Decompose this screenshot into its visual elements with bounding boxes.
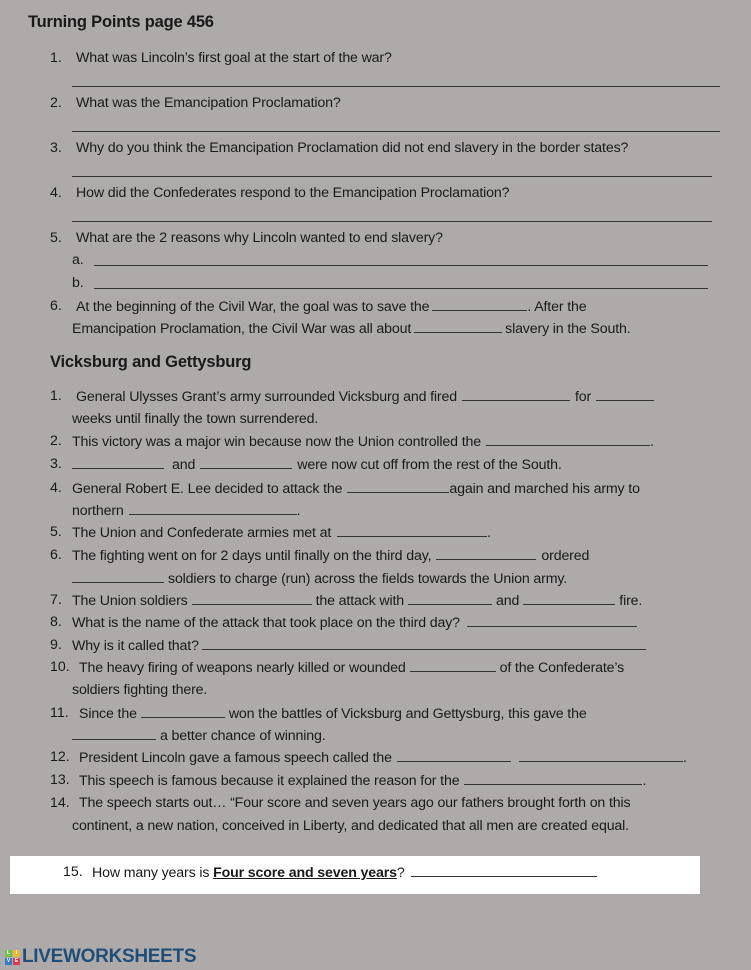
answer-line[interactable] [72, 176, 712, 177]
question-text-line2: weeks until finally the town surrendered. [72, 411, 319, 427]
text: won the battles of Vicksburg and Gettysburg, this gave the [228, 706, 587, 722]
blank[interactable] [408, 592, 492, 605]
question-text-line1 [79, 659, 624, 676]
text: were now cut off from the rest of the South. [297, 457, 562, 473]
question-text [72, 592, 642, 609]
text: slavery in the South. [505, 321, 631, 337]
blank[interactable] [462, 388, 570, 401]
text: At the beginning of the Civil War, the goal was to save the [76, 299, 430, 315]
text: northern [72, 503, 124, 519]
question-number: 4. [50, 185, 62, 201]
question-text-line2 [72, 570, 567, 587]
blank[interactable] [141, 705, 225, 718]
blank[interactable] [337, 524, 487, 537]
question-number: 6. [50, 547, 62, 563]
text: and [172, 457, 196, 473]
question-number: 12. [50, 749, 70, 765]
logo-squares-icon: L I V E [6, 949, 19, 964]
question-text [72, 524, 491, 541]
question-number: 13. [50, 772, 70, 788]
question-text-line1 [72, 547, 589, 564]
question-number: 3. [50, 456, 62, 472]
blank[interactable] [464, 772, 642, 785]
question-number: 5. [50, 524, 62, 540]
emphasis-text: Four score and seven years [213, 865, 397, 881]
text: Emancipation Proclamation, the Civil War was all about [72, 321, 412, 337]
text: . [296, 503, 301, 519]
question-number: 4. [50, 480, 62, 496]
question-text [72, 433, 654, 450]
question-text-line1 [79, 705, 587, 722]
text: fire. [619, 593, 643, 609]
blank[interactable] [192, 592, 312, 605]
question-number: 5. [50, 230, 62, 246]
question-text: Why do you think the Emancipation Proclamation did not end slavery in the border states? [76, 140, 629, 156]
section-title-vicksburg-gettysburg: Vicksburg and Gettysburg [50, 353, 252, 371]
text: . [487, 525, 491, 541]
blank[interactable] [72, 570, 164, 583]
text: The heavy firing of weapons nearly killed or wounded [79, 660, 406, 676]
question-number: 2. [50, 433, 62, 449]
text: What is the name of the attack that took place on the third day? [72, 615, 460, 631]
liveworksheets-logo[interactable] [5, 947, 196, 967]
question-number: 9. [50, 637, 62, 653]
blank[interactable] [72, 727, 156, 740]
question-text-line1 [76, 298, 586, 315]
blank[interactable] [129, 502, 297, 515]
question-number: 1. [50, 50, 62, 66]
text: . [682, 750, 687, 766]
blank[interactable] [414, 320, 502, 333]
question-text [92, 864, 597, 881]
question-number: 6. [50, 298, 62, 314]
blank[interactable] [72, 456, 164, 469]
text: . [649, 434, 654, 450]
question-text-line2: soldiers fighting there. [72, 682, 208, 698]
section-title-turning-points: Turning Points page 456 [28, 13, 214, 31]
question-text: How did the Confederates respond to the Emancipation Proclamation? [76, 185, 510, 201]
question-number: 7. [50, 592, 62, 608]
blank[interactable] [347, 480, 449, 493]
text: again and marched his army to [449, 481, 640, 497]
text: for [574, 389, 592, 405]
question-number: 11. [50, 705, 69, 721]
sub-label-b: b. [72, 275, 84, 291]
text: the attack with [315, 593, 405, 609]
logo-text: LIVEWORKSHEETS [22, 946, 197, 967]
answer-line-b[interactable] [94, 288, 708, 289]
question-text [72, 456, 562, 473]
blank[interactable] [523, 592, 615, 605]
text: of the Confederate’s [499, 660, 625, 676]
text: . After the [527, 299, 587, 315]
text: . [642, 773, 647, 789]
answer-line[interactable] [72, 221, 712, 222]
text: The Union soldiers [72, 593, 188, 609]
question-text-line2: continent, a new nation, conceived in Liberty, and dedicated that all men are created equal. [72, 818, 629, 834]
text: President Lincoln gave a famous speech called the [79, 750, 392, 766]
text: General Robert E. Lee decided to attack the [72, 481, 343, 497]
question-number: 14. [50, 795, 70, 811]
blank[interactable] [486, 433, 650, 446]
sub-label-a: a. [72, 252, 84, 268]
question-text-line2 [72, 727, 326, 744]
question-number: 10. [50, 659, 70, 675]
question-text [72, 614, 637, 631]
text: The fighting went on for 2 days until finally on the third day, [72, 548, 432, 564]
text: How many years is [92, 865, 210, 881]
text: The Union and Confederate armies met at [72, 525, 332, 541]
text: Since the [79, 706, 137, 722]
text: and [496, 593, 520, 609]
blank[interactable] [432, 298, 527, 311]
question-number: 15. [63, 864, 83, 880]
blank[interactable] [467, 614, 637, 627]
question-text: What are the 2 reasons why Lincoln wanted to end slavery? [76, 230, 443, 246]
blank[interactable] [596, 388, 654, 401]
text: This speech is famous because it explained the reason for the [79, 773, 460, 789]
text: soldiers to charge (run) across the fields towards the Union army. [168, 571, 568, 587]
question-number: 2. [50, 95, 62, 111]
question-number: 1. [50, 388, 62, 404]
answer-line[interactable] [72, 86, 720, 87]
question-text: What was Lincoln’s first goal at the start of the war? [76, 50, 392, 66]
blank[interactable] [410, 659, 496, 672]
question-text [79, 772, 646, 789]
question-number: 3. [50, 140, 62, 156]
blank[interactable] [200, 456, 292, 469]
question-text-line1 [72, 480, 640, 497]
blank[interactable] [202, 637, 646, 650]
text: Why is it called that? [72, 638, 199, 654]
question-text-line2 [72, 502, 300, 519]
question-text-line2 [72, 320, 631, 337]
text: a better chance of winning. [160, 728, 326, 744]
question-text-line1 [76, 388, 654, 405]
answer-line[interactable] [72, 131, 720, 132]
blank[interactable] [519, 749, 683, 762]
blank[interactable] [436, 547, 536, 560]
question-text: What was the Emancipation Proclamation? [76, 95, 341, 111]
answer-blank[interactable] [411, 864, 597, 877]
question-text-line1: The speech starts out… “Four score and seven years ago our fathers brought forth on this [79, 795, 631, 811]
text: ordered [541, 548, 590, 564]
question-number: 8. [50, 614, 62, 630]
answer-line-a[interactable] [94, 265, 708, 266]
text: General Ulysses Grant’s army surrounded Vicksburg and fired [76, 389, 457, 405]
blank[interactable] [397, 749, 511, 762]
question-text [79, 749, 687, 766]
text: This victory was a major win because now the Union controlled the [72, 434, 481, 450]
question-text [72, 637, 646, 654]
text: ? [396, 865, 405, 881]
